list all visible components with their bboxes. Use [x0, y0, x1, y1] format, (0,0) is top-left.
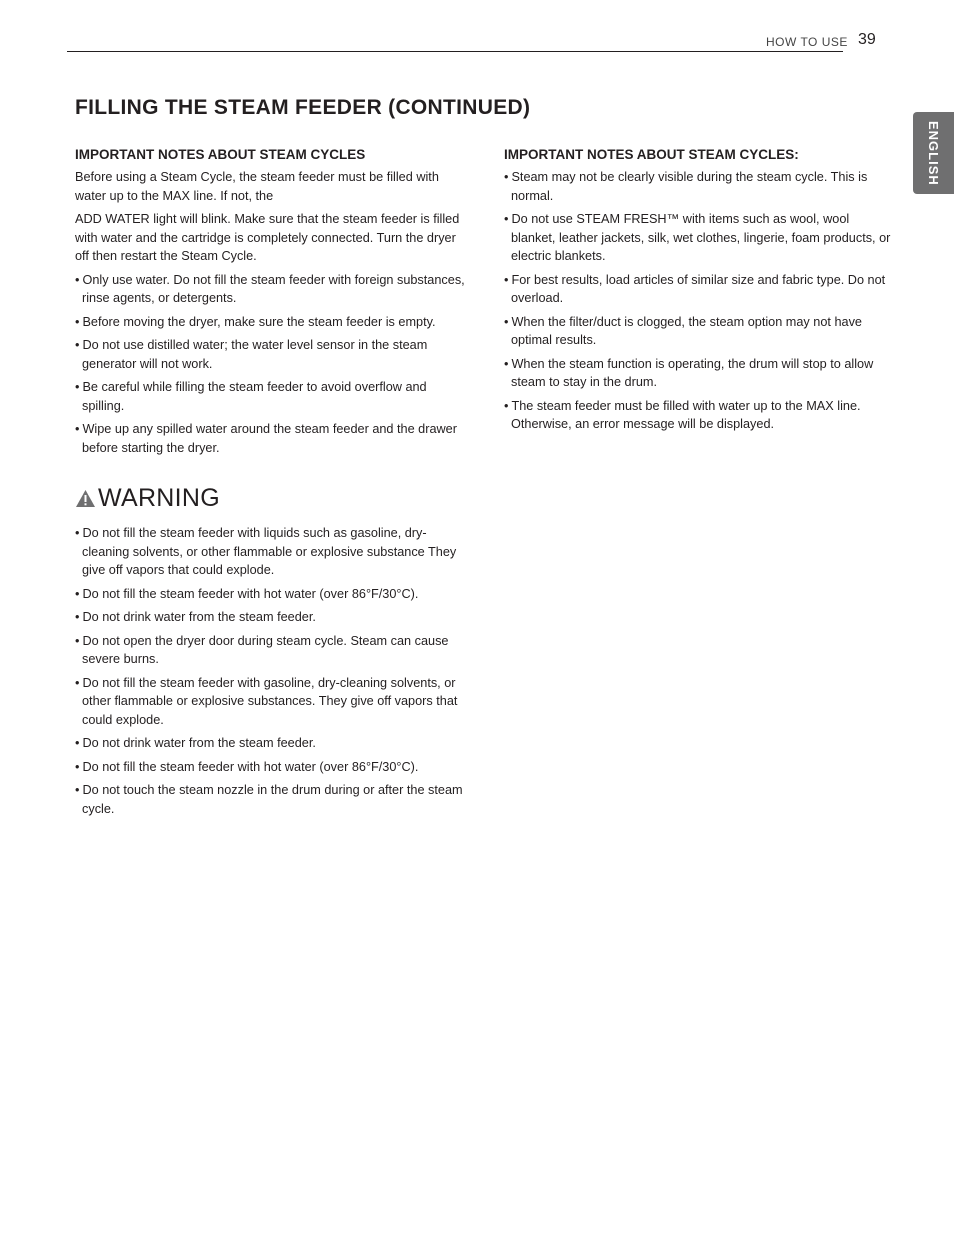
right-notes-list	[504, 168, 896, 434]
list-item: • Do not touch the steam nozzle in the drum during or after the steam cycle.	[75, 781, 467, 818]
list-item: • For best results, load articles of similar size and fabric type. Do not overload.	[504, 271, 896, 308]
right-column	[504, 146, 896, 439]
list-item: • Do not use distilled water; the water level sensor in the steam generator will not work.	[75, 336, 465, 373]
list-item: • When the filter/duct is clogged, the steam option may not have optimal results.	[504, 313, 896, 350]
list-item: • Only use water. Do not fill the steam feeder with foreign substances, rinse agents, or detergents.	[75, 271, 465, 308]
warning-title: WARNING	[98, 483, 220, 512]
list-item: • Do not drink water from the steam feeder.	[75, 608, 467, 627]
intro-paragraph: ADD WATER light will blink. Make sure that the steam feeder is filled with water and the cartridge is completely connected. Turn the dryer off then restart the Steam Cycle.	[75, 212, 460, 263]
language-tab-label: ENGLISH	[926, 120, 941, 186]
right-section-heading: IMPORTANT NOTES ABOUT STEAM CYCLES:	[504, 147, 799, 162]
list-item: • Wipe up any spilled water around the steam feeder and the drawer before starting the dryer.	[75, 420, 465, 457]
page-number: 39	[858, 31, 876, 48]
list-item: • Steam may not be clearly visible during the steam cycle. This is normal.	[504, 168, 896, 205]
list-item: • Do not fill the steam feeder with liquids such as gasoline, dry-cleaning solvents, or other flammable or explosive substance They give off vapors that could explode.	[75, 524, 467, 580]
warning-list	[75, 524, 467, 818]
intro-paragraph: Before using a Steam Cycle, the steam feeder must be filled with water up to the MAX line. If not, the	[75, 170, 439, 203]
warning-heading	[75, 482, 220, 514]
list-item: • Be careful while filling the steam feeder to avoid overflow and spilling.	[75, 378, 465, 415]
header-section-label: HOW TO USE	[766, 35, 848, 49]
list-item: • Do not fill the steam feeder with hot water (over 86°F/30°C).	[75, 585, 467, 604]
header-divider	[67, 51, 843, 52]
language-tab	[913, 112, 954, 194]
list-item: • When the steam function is operating, the drum will stop to allow steam to stay in the drum.	[504, 355, 896, 392]
list-item: • Do not fill the steam feeder with hot water (over 86°F/30°C).	[75, 758, 467, 777]
page-title: FILLING THE STEAM FEEDER (CONTINUED)	[75, 96, 531, 119]
list-item: • Do not fill the steam feeder with gasoline, dry-cleaning solvents, or other flammable or explosive substances. They give off vapors that could explode.	[75, 674, 467, 730]
left-column	[75, 146, 465, 462]
warning-triangle-icon	[75, 489, 96, 508]
list-item: • Before moving the dryer, make sure the steam feeder is empty.	[75, 313, 465, 332]
list-item: • The steam feeder must be filled with water up to the MAX line. Otherwise, an error message will be displayed.	[504, 397, 896, 434]
left-section-heading: IMPORTANT NOTES ABOUT STEAM CYCLES	[75, 147, 366, 162]
list-item: • Do not use STEAM FRESH™ with items such as wool, wool blanket, leather jackets, silk, wet clothes, lingerie, foam products, or electric blankets.	[504, 210, 896, 266]
warning-section	[75, 524, 467, 823]
left-notes-list	[75, 271, 465, 458]
list-item: • Do not drink water from the steam feeder.	[75, 734, 467, 753]
list-item: • Do not open the dryer door during steam cycle. Steam can cause severe burns.	[75, 632, 467, 669]
